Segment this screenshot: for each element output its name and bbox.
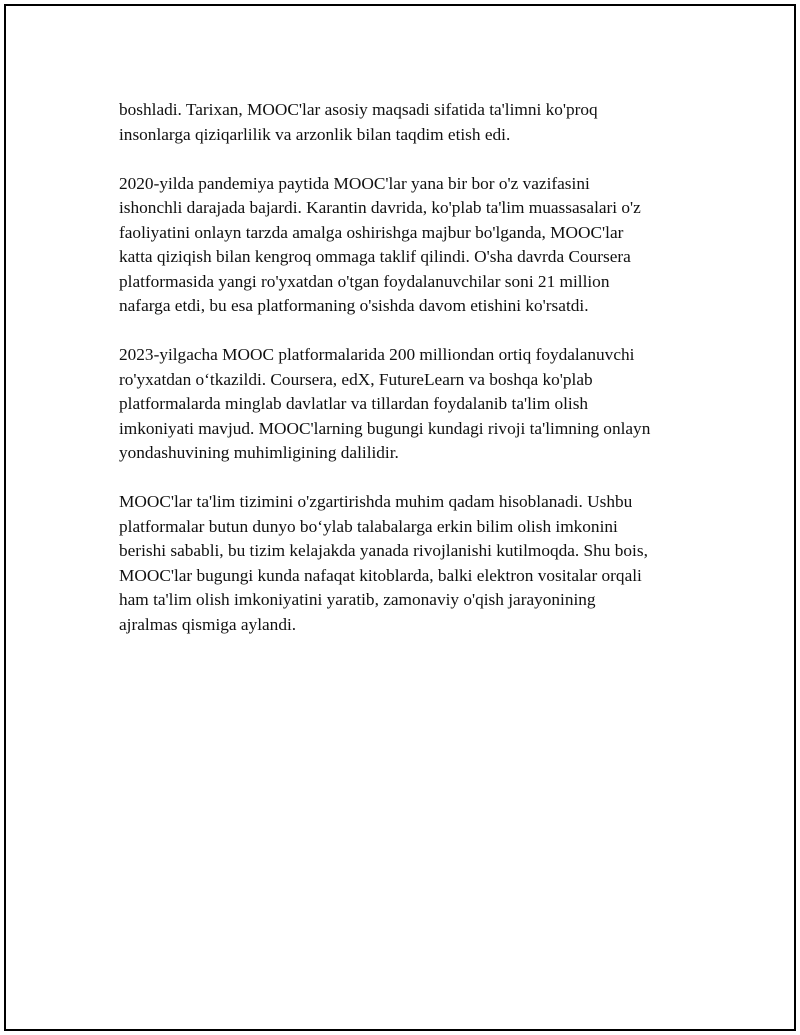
page-frame — [4, 4, 796, 1031]
paragraph-1: boshladi. Tarixan, MOOC'lar asosiy maqsadi sifatida ta'limni ko'proq insonlarga qiziqarlilik va arzonlik bilan taqdim etish edi. — [119, 100, 598, 144]
document-body — [119, 98, 719, 637]
paragraph-2: 2020-yilda pandemiya paytida MOOC'lar yana bir bor o'z vazifasini ishonchli darajada bajardi. Karantin davrida, ko'plab ta'lim muassasalari o'z faoliyatini onlayn tarzda amalga oshirishga majbur bo'lganda, MOOC'lar katta qiziqish bilan kengroq ommaga taklif qilindi. O'sha davrda Coursera platformasida yangi ro'yxatdan o'tgan foydalanuvchilar soni 21 million nafarga etdi, bu esa platformaning o'sishda davom etishini ko'rsatdi. — [119, 173, 641, 315]
paragraph-4: MOOC'lar ta'lim tizimini o'zgartirishda muhim qadam hisoblanadi. Ushbu platformalar butun dunyo bo‘ylab talabalarga erkin bilim olish imkonini berishi sababli, bu tizim kelajakda yanada rivojlanishi kutilmoqda. Shu bois, MOOC'lar bugungi kunda nafaqat kitoblarda, balki elektron vositalar orqali ham ta'lim olish imkoniyatini yaratib, zamonaviy o'qish jarayonining ajralmas qismiga aylandi. — [119, 492, 648, 634]
paragraph-3: 2023-yilgacha MOOC platformalarida 200 milliondan ortiq foydalanuvchi ro'yxatdan o‘tkazildi. Coursera, edX, FutureLearn va boshqa ko'plab platformalarda minglab davlatlar va tillardan foydalanib ta'lim olish imkoniyati mavjud. MOOC'larning bugungi kundagi rivoji ta'limning onlayn yondashuvining muhimligining dalilidir. — [119, 345, 651, 462]
